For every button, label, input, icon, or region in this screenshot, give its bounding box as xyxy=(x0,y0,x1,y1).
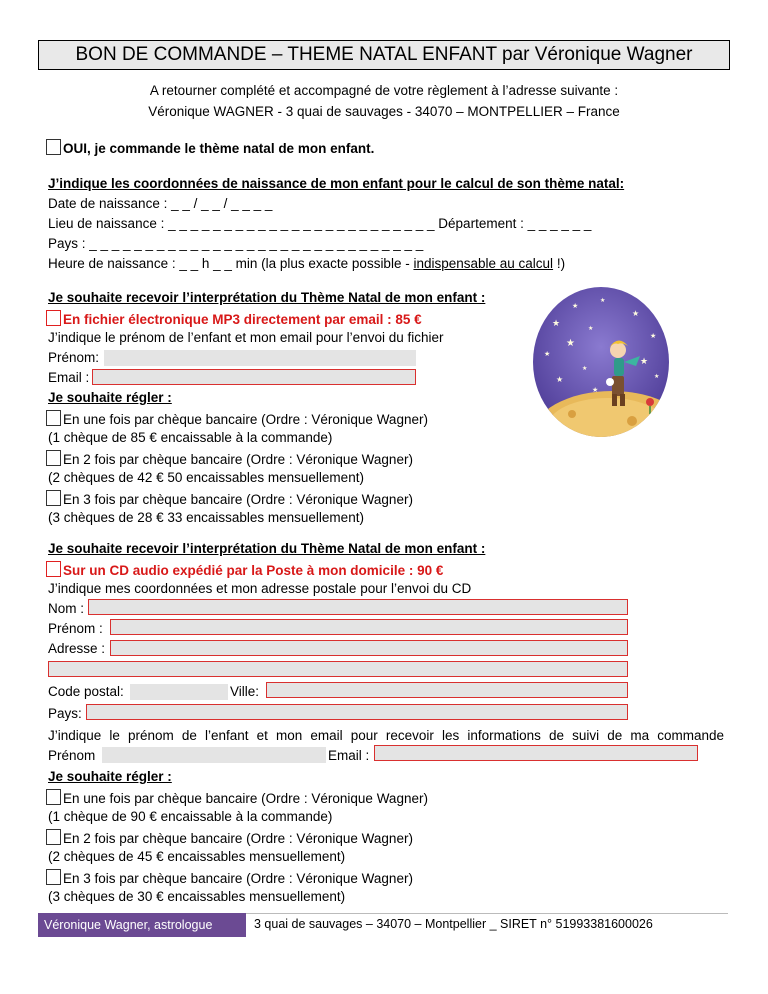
footer-address: 3 quai de sauvages – 34070 – Montpellier _ SIRET n° 51993381600026 xyxy=(254,917,653,931)
cd-pay-1-detail: (1 chèque de 90 € encaissable à la commande) xyxy=(48,809,333,824)
svg-text:★: ★ xyxy=(588,326,594,332)
mp3-pay-1-detail: (1 chèque de 85 € encaissable à la commande) xyxy=(48,430,333,445)
cd-child-prenom-label: Prénom xyxy=(48,748,96,763)
cd-pay-2-checkbox[interactable] xyxy=(46,829,61,845)
birth-hour: Heure de naissance : _ _ h _ _ min (la plus exacte possible - indispensable au calcul !) xyxy=(48,256,566,271)
mp3-pay-2: En 2 fois par chèque bancaire (Ordre : Véronique Wagner) xyxy=(46,450,413,467)
svg-text:★: ★ xyxy=(572,303,579,310)
svg-text:★: ★ xyxy=(544,351,551,358)
cd-option-row xyxy=(46,561,443,578)
intro-line-1: A retourner complété et accompagné de votre règlement à l’adresse suivante : xyxy=(149,83,619,98)
cd-child-instruction: J’indique le prénom de l’enfant et mon email pour recevoir les informations de suivi de ma commande xyxy=(48,728,724,743)
cd-child-email-label: Email : xyxy=(328,748,370,763)
mp3-pay-1-checkbox[interactable] xyxy=(46,410,61,426)
cd-nom-field[interactable] xyxy=(88,599,628,615)
cd-pay-heading: Je souhaite régler : xyxy=(48,769,172,784)
birth-place: Lieu de naissance : _ _ _ _ _ _ _ _ _ _ _ _ _ _ _ _ _ _ _ _ _ _ _ _ Département : _ _ _ _ _ _ xyxy=(48,216,592,231)
order-row xyxy=(46,139,374,156)
mp3-instruction: J’indique le prénom de l’enfant et mon email pour l’envoi du fichier xyxy=(48,330,444,345)
cd-ville-label: Ville: xyxy=(230,684,260,699)
mp3-pay-3: En 3 fois par chèque bancaire (Ordre : Véronique Wagner) xyxy=(46,490,413,507)
mp3-option-row xyxy=(46,310,422,327)
mp3-pay-2-detail: (2 chèques de 42 € 50 encaissables mensuellement) xyxy=(48,470,364,485)
cd-pay-3-checkbox[interactable] xyxy=(46,869,61,885)
cd-prenom-field[interactable] xyxy=(110,619,628,635)
svg-text:★: ★ xyxy=(592,387,599,394)
svg-text:★: ★ xyxy=(600,298,606,304)
cd-pay-2-detail: (2 chèques de 45 € encaissables mensuellement) xyxy=(48,849,346,864)
cd-pay-1-checkbox[interactable] xyxy=(46,789,61,805)
cd-pays-label: Pays: xyxy=(48,706,82,721)
mp3-pay-3-checkbox[interactable] xyxy=(46,490,61,506)
little-prince-illustration xyxy=(532,286,670,438)
mp3-checkbox[interactable] xyxy=(46,310,61,326)
cd-prenom-label: Prénom : xyxy=(48,621,103,636)
intro-line-2: Véronique WAGNER - 3 quai de sauvages - 34070 – MONTPELLIER – France xyxy=(148,104,620,119)
cd-pay-3: En 3 fois par chèque bancaire (Ordre : Véronique Wagner) xyxy=(46,869,413,886)
cd-child-email-field[interactable] xyxy=(374,745,698,761)
cd-option-label: Sur un CD audio expédié par la Poste à mon domicile : 90 € xyxy=(63,563,444,578)
svg-text:★: ★ xyxy=(654,374,660,380)
cd-nom-label: Nom : xyxy=(48,601,85,616)
svg-text:★: ★ xyxy=(640,356,649,366)
mp3-heading: Je souhaite recevoir l’interprétation du Thème Natal de mon enfant : xyxy=(48,290,486,305)
cd-adresse-label: Adresse : xyxy=(48,641,106,656)
footer-author: Véronique Wagner, astrologue xyxy=(38,913,246,937)
birth-heading: J’indique les coordonnées de naissance de mon enfant pour le calcul de son thème natal: xyxy=(48,176,625,191)
footer-divider xyxy=(246,913,728,914)
cd-adresse-field-2[interactable] xyxy=(48,661,628,677)
svg-text:★: ★ xyxy=(650,333,657,340)
svg-text:★: ★ xyxy=(582,366,588,372)
cd-cp-label: Code postal: xyxy=(48,684,124,699)
page-title: BON DE COMMANDE – THEME NATAL ENFANT par Véronique Wagner xyxy=(38,40,730,70)
cd-pay-1: En une fois par chèque bancaire (Ordre : Véronique Wagner) xyxy=(46,789,428,806)
svg-text:★: ★ xyxy=(556,375,564,384)
mp3-option-label: En fichier électronique MP3 directement par email : 85 € xyxy=(63,312,422,327)
mp3-prenom-label: Prénom: xyxy=(48,350,100,365)
mp3-email-label: Email : xyxy=(48,370,90,385)
cd-pay-3-detail: (3 chèques de 30 € encaissables mensuellement) xyxy=(48,889,346,904)
order-label: OUI, je commande le thème natal de mon enfant. xyxy=(63,141,375,156)
cd-adresse-field[interactable] xyxy=(110,640,628,656)
cd-heading: Je souhaite recevoir l’interprétation du Thème Natal de mon enfant : xyxy=(48,541,486,556)
mp3-prenom-field[interactable] xyxy=(104,350,416,366)
svg-text:★: ★ xyxy=(552,318,561,328)
cd-cp-field[interactable] xyxy=(130,684,228,700)
birth-country: Pays : _ _ _ _ _ _ _ _ _ _ _ _ _ _ _ _ _ _ _ _ _ _ _ _ _ _ _ _ _ _ xyxy=(48,236,424,251)
cd-child-prenom-field[interactable] xyxy=(102,747,326,763)
cd-pays-field[interactable] xyxy=(86,704,628,720)
cd-instruction: J’indique mes coordonnées et mon adresse postale pour l’envoi du CD xyxy=(48,581,472,596)
mp3-pay-3-detail: (3 chèques de 28 € 33 encaissables mensuellement) xyxy=(48,510,364,525)
cd-pay-2: En 2 fois par chèque bancaire (Ordre : Véronique Wagner) xyxy=(46,829,413,846)
mp3-pay-2-checkbox[interactable] xyxy=(46,450,61,466)
svg-text:★: ★ xyxy=(632,309,640,318)
birth-date: Date de naissance : _ _ / _ _ / _ _ _ _ xyxy=(48,196,273,211)
svg-text:★: ★ xyxy=(566,338,575,349)
mp3-email-field[interactable] xyxy=(92,369,416,385)
cd-ville-field[interactable] xyxy=(266,682,628,698)
cd-checkbox[interactable] xyxy=(46,561,61,577)
order-checkbox[interactable] xyxy=(46,139,61,155)
mp3-pay-1: En une fois par chèque bancaire (Ordre : Véronique Wagner) xyxy=(46,410,428,427)
mp3-pay-heading: Je souhaite régler : xyxy=(48,390,172,405)
